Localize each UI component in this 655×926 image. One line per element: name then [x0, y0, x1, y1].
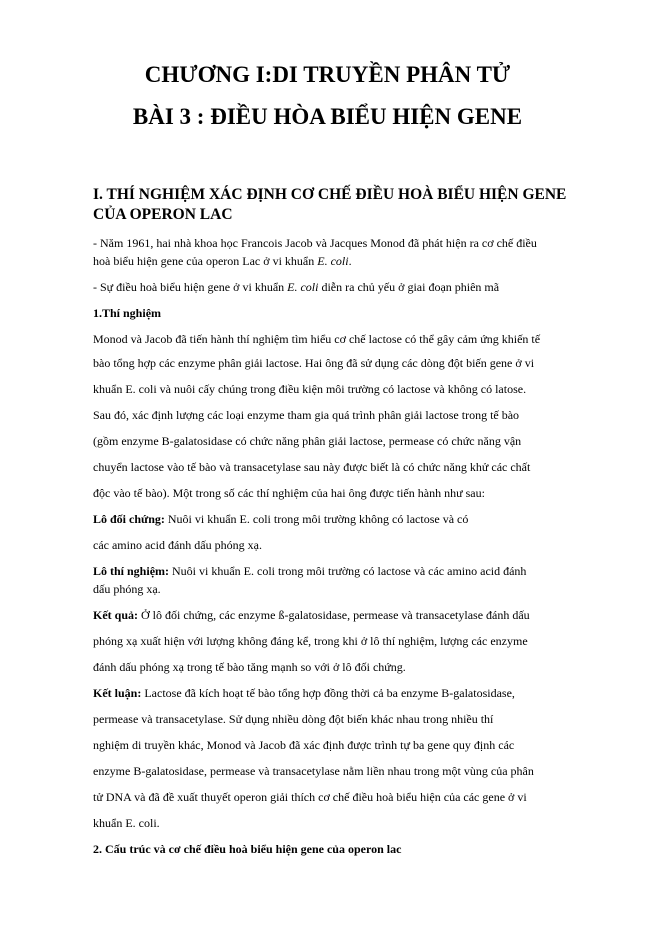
result-line: phóng xạ xuất hiện với lượng không đáng kể, trong khi ở lô thí nghiệm, lượng các enzyme [93, 634, 528, 648]
control-group-line: các amino acid đánh dấu phóng xạ. [93, 538, 262, 552]
experiment-line: (gồm enzyme B-galatosidase có chức năng phân giải lactose, permease có chức năng vận [93, 434, 522, 448]
text: Nuôi vi khuẩn E. coli trong môi trường có lactose và các amino acid đánh [169, 564, 527, 578]
test-group-line: dấu phóng xạ. [93, 582, 161, 596]
result-line [93, 608, 530, 623]
species-name: E. coli [317, 254, 349, 268]
subsection-heading-structure: 2. Cấu trúc và cơ chế điều hoà biểu hiện gene của operon lac [93, 842, 402, 856]
conclusion-line: permease và transacetylase. Sử dụng nhiều dòng đột biến khác nhau trong nhiều thí [93, 712, 494, 726]
text: - Sự điều hoà biểu hiện gene ở vi khuẩn [93, 280, 288, 294]
test-group-label: Lô thí nghiệm: [93, 564, 170, 578]
test-group-line [93, 564, 526, 579]
experiment-line: Monod và Jacob đã tiến hành thí nghiệm tìm hiểu cơ chế lactose có thể gây cảm ứng khiến tế [93, 332, 541, 346]
section-heading [93, 185, 593, 225]
subsection-heading-experiment: 1.Thí nghiệm [93, 306, 162, 320]
section-heading-line-1: I. THÍ NGHIỆM XÁC ĐỊNH CƠ CHẾ ĐIỀU HOÀ BIỂU HIỆN GENE [93, 186, 567, 203]
section-heading-line-2: CỦA OPERON LAC [93, 206, 233, 223]
conclusion-line [93, 686, 515, 701]
lesson-title: BÀI 3 : ĐIỀU HÒA BIỂU HIỆN GENE [132, 104, 523, 129]
experiment-line: chuyển lactose vào tế bào và transacetylase sau này được biết là có chức năng khử các chất [93, 460, 531, 474]
conclusion-line: tử DNA và đã đề xuất thuyết operon giải thích cơ chế điều hoà biểu hiện của các gene ở vi [93, 790, 527, 804]
text: Lactose đã kích hoạt tế bào tổng hợp đồng thời cả ba enzyme B-galatosidase, [141, 686, 515, 700]
result-label: Kết quả: [93, 608, 138, 622]
conclusion-line: khuẩn E. coli. [93, 816, 160, 830]
experiment-line: độc vào tế bào). Một trong số các thí nghiệm của hai ông được tiến hành như sau: [93, 486, 485, 500]
control-group-line [93, 512, 468, 527]
control-group-label: Lô đối chứng: [93, 512, 165, 526]
chapter-title: CHƯƠNG I:DI TRUYỀN PHÂN TỬ [144, 62, 511, 87]
text: Nuôi vi khuẩn E. coli trong môi trường không có lactose và có [164, 512, 469, 526]
conclusion-line: enzyme B-galatosidase, permease và transacetylase nằm liền nhau trong một vùng của phân [93, 764, 534, 778]
intro-paragraph-2 [93, 280, 499, 295]
experiment-line: Sau đó, xác định lượng các loại enzyme tham gia quá trình phân giải lactose trong tế bào [93, 408, 520, 422]
intro-paragraph-line: - Năm 1961, hai nhà khoa học Francois Jacob và Jacques Monod đã phát hiện ra cơ chế điều [93, 236, 537, 250]
experiment-line: khuẩn E. coli và nuôi cấy chúng trong điều kiện môi trường có lactose và không có latose. [93, 382, 527, 396]
result-line: đánh dấu phóng xạ trong tế bào tăng mạnh so với ở lô đối chứng. [93, 660, 406, 674]
conclusion-line: nghiệm di truyền khác, Monod và Jacob đã xác định được trình tự ba gene quy định các [93, 738, 515, 752]
text: . [348, 254, 352, 268]
experiment-line: bào tổng hợp các enzyme phân giải lactose. Hai ông đã sử dụng các dòng đột biến gene ở vi [93, 356, 535, 370]
conclusion-label: Kết luận: [93, 686, 142, 700]
text: hoà biểu hiện gene của operon Lac ở vi khuẩn [93, 254, 318, 268]
text: diễn ra chủ yếu ở giai đoạn phiên mã [318, 280, 500, 294]
species-name: E. coli [287, 280, 319, 294]
text: Ở lô đối chứng, các enzyme ß-galatosidase, permease và transacetylase đánh dấu [138, 608, 530, 622]
intro-paragraph-line [93, 254, 352, 269]
